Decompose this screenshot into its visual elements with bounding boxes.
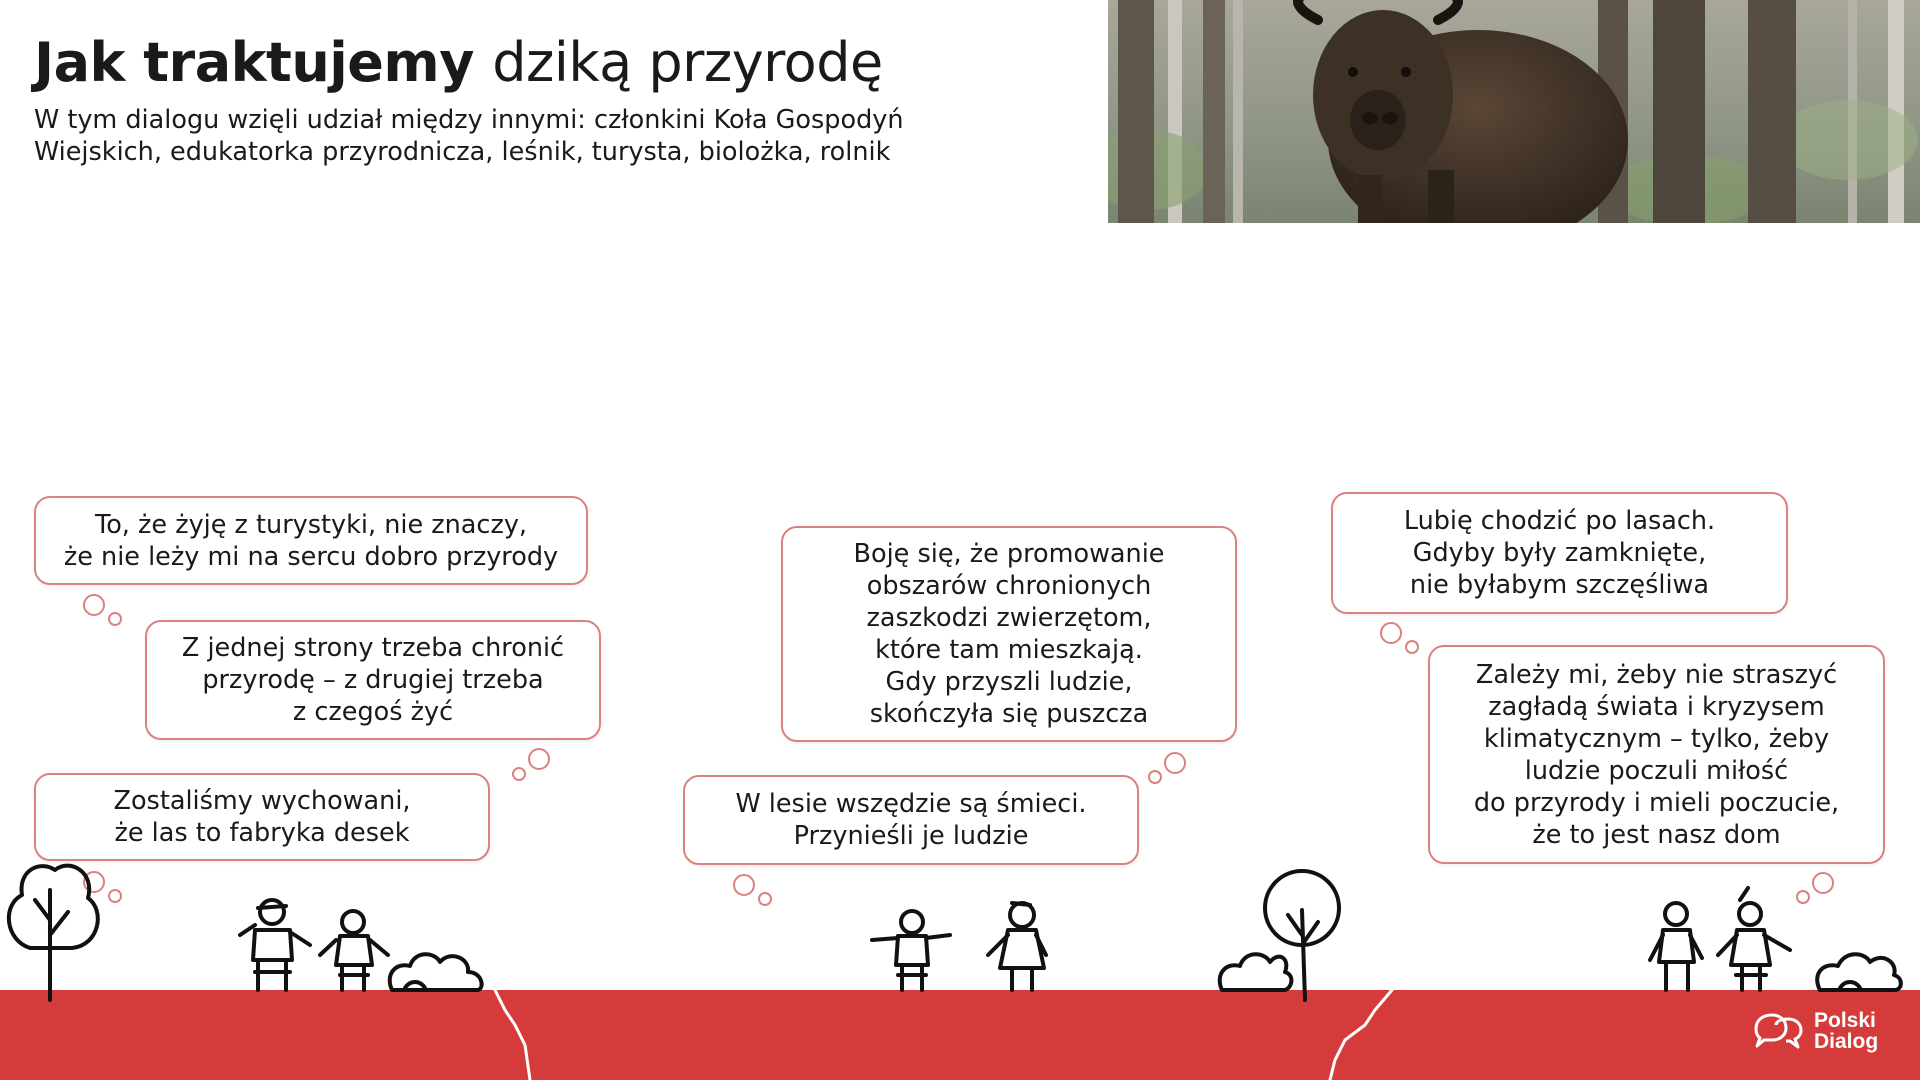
speech-bubbles-icon <box>1752 1011 1804 1051</box>
quote-line: Gdy przyszli ludzie, <box>885 667 1133 697</box>
tree-icon <box>1265 871 1339 1000</box>
logo-text <box>1814 1010 1878 1052</box>
quote-line: Przynieśli je ludzie <box>793 821 1029 851</box>
quote-line: klimatycznym – tylko, żeby <box>1483 723 1830 754</box>
quote-line: nie byłabym szczęśliwa <box>1409 570 1710 600</box>
quote-line: przyrodę – z drugiej trzeba <box>202 665 544 695</box>
bush-icon <box>1220 954 1292 990</box>
quote-line: ludzie poczuli miłość <box>1524 755 1789 786</box>
quote-line: zaszkodzi zwierzętom, <box>866 603 1152 633</box>
person-icon <box>872 911 950 990</box>
title-light: dziką przyrodę <box>492 31 883 94</box>
quote-line: Z jednej strony trzeba chronić <box>181 633 565 663</box>
title-bold: Jak traktujemy <box>34 31 474 94</box>
subtitle-line-2: Wiejskich, edukatorka przyrodnicza, leśnik, turysta, biolożka, rolnik <box>34 137 891 167</box>
quote-line: że nie leży mi na sercu dobro przyrody <box>63 541 559 572</box>
subtitle-line-1: W tym dialogu wzięli udział między innymi: członkini Koła Gospodyń <box>34 105 904 135</box>
tree-icon <box>9 866 98 1000</box>
person-icon <box>1718 888 1790 990</box>
logo-line-2: Dialog <box>1814 1030 1879 1053</box>
quote-line: zagładą świata i kryzysem <box>1488 691 1825 722</box>
quote-line: z czegoś żyć <box>292 697 454 727</box>
quote-line: do przyrody i mieli poczucie, <box>1473 787 1840 818</box>
quote-line: To, że żyję z turystyki, nie znaczy, <box>94 509 528 540</box>
bush-icon <box>390 954 482 990</box>
quote-line: że to jest nasz dom <box>1532 819 1781 850</box>
quote-line: W lesie wszędzie są śmieci. <box>735 789 1087 819</box>
ground-crack-icon <box>495 990 1392 1080</box>
quote-line: obszarów chronionych <box>866 571 1152 601</box>
quote-line: Zależy mi, żeby nie straszyć <box>1475 659 1838 690</box>
person-icon <box>240 900 310 990</box>
person-icon <box>988 903 1046 990</box>
person-icon <box>320 911 388 990</box>
quote-line: Boję się, że promowanie <box>853 539 1165 569</box>
quote-line: które tam mieszkają. <box>875 635 1143 665</box>
polski-dialog-logo <box>1752 1010 1878 1052</box>
logo-line-1: Polski <box>1814 1009 1876 1032</box>
quote-line: Zostaliśmy wychowani, <box>113 786 411 816</box>
quote-line: skończyła się puszcza <box>869 699 1149 729</box>
quote-line: że las to fabryka desek <box>114 818 410 848</box>
bush-icon <box>1817 954 1901 990</box>
quote-line: Lubię chodzić po lasach. <box>1403 506 1716 536</box>
person-icon <box>1650 903 1702 990</box>
quote-line: Gdyby były zamknięte, <box>1412 538 1707 568</box>
